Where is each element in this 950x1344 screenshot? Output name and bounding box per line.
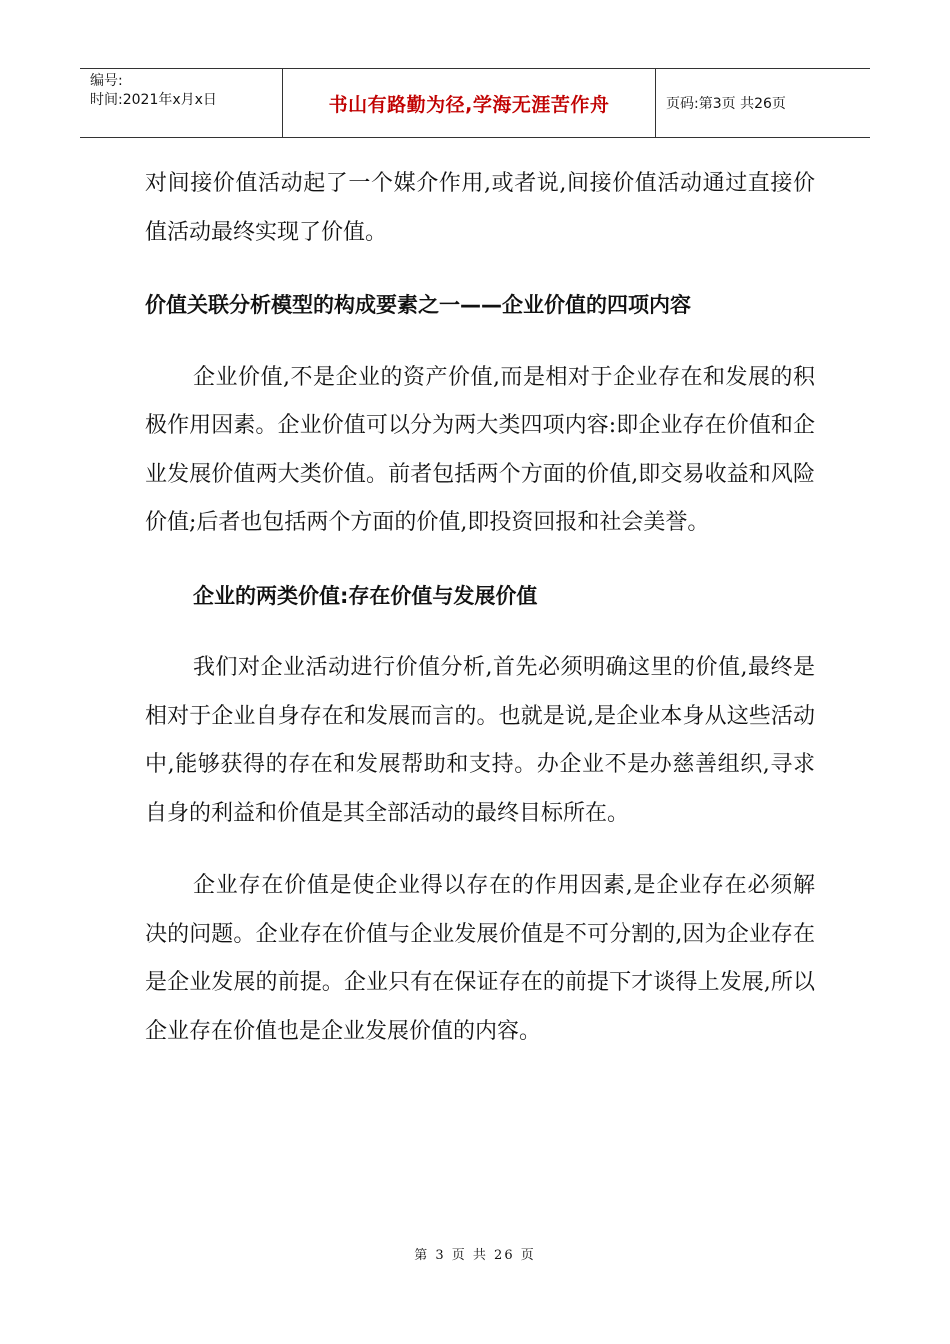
page-header — [80, 68, 870, 138]
header-motto: 书山有路勤为径,学海无涯苦作舟 — [283, 69, 656, 137]
document-number-label: 编号: — [90, 73, 123, 89]
header-meta — [80, 69, 283, 137]
paragraph: 对间接价值活动起了一个媒介作用,或者说,间接价值活动通过直接价值活动最终实现了价值。 — [145, 171, 815, 245]
document-date-label: 时间:2021年x月x日 — [90, 92, 217, 108]
document-body — [145, 160, 815, 1056]
section-heading: 价值关联分析模型的构成要素之一——企业价值的四项内容 — [145, 293, 691, 317]
paragraph: 企业价值,不是企业的资产价值,而是相对于企业存在和发展的积极作用因素。企业价值可以分为两大类四项内容:即企业存在价值和企业发展价值两大类价值。前者包括两个方面的价值,即交易收益和风险价值;后者也包括两个方面的价值,即投资回报和社会美誉。 — [145, 364, 815, 535]
subsection-heading: 企业的两类价值:存在价值与发展价值 — [193, 583, 538, 608]
paragraph: 我们对企业活动进行价值分析,首先必须明确这里的价值,最终是相对于企业自身存在和发展而言的。也就是说,是企业本身从这些活动中,能够获得的存在和发展帮助和支持。办企业不是办慈善组织,寻求自身的利益和价值是其全部活动的最终目标所在。 — [145, 655, 815, 826]
paragraph: 企业存在价值是使企业得以存在的作用因素,是企业存在必须解决的问题。企业存在价值与企业发展价值是不可分割的,因为企业存在是企业发展的前提。企业只有在保证存在的前提下才谈得上发展,所以企业存在价值也是企业发展价值的内容。 — [145, 873, 815, 1044]
page-footer: 第 3 页 共 26 页 — [414, 1248, 536, 1263]
header-page-info: 页码:第3页 共26页 — [666, 96, 786, 112]
